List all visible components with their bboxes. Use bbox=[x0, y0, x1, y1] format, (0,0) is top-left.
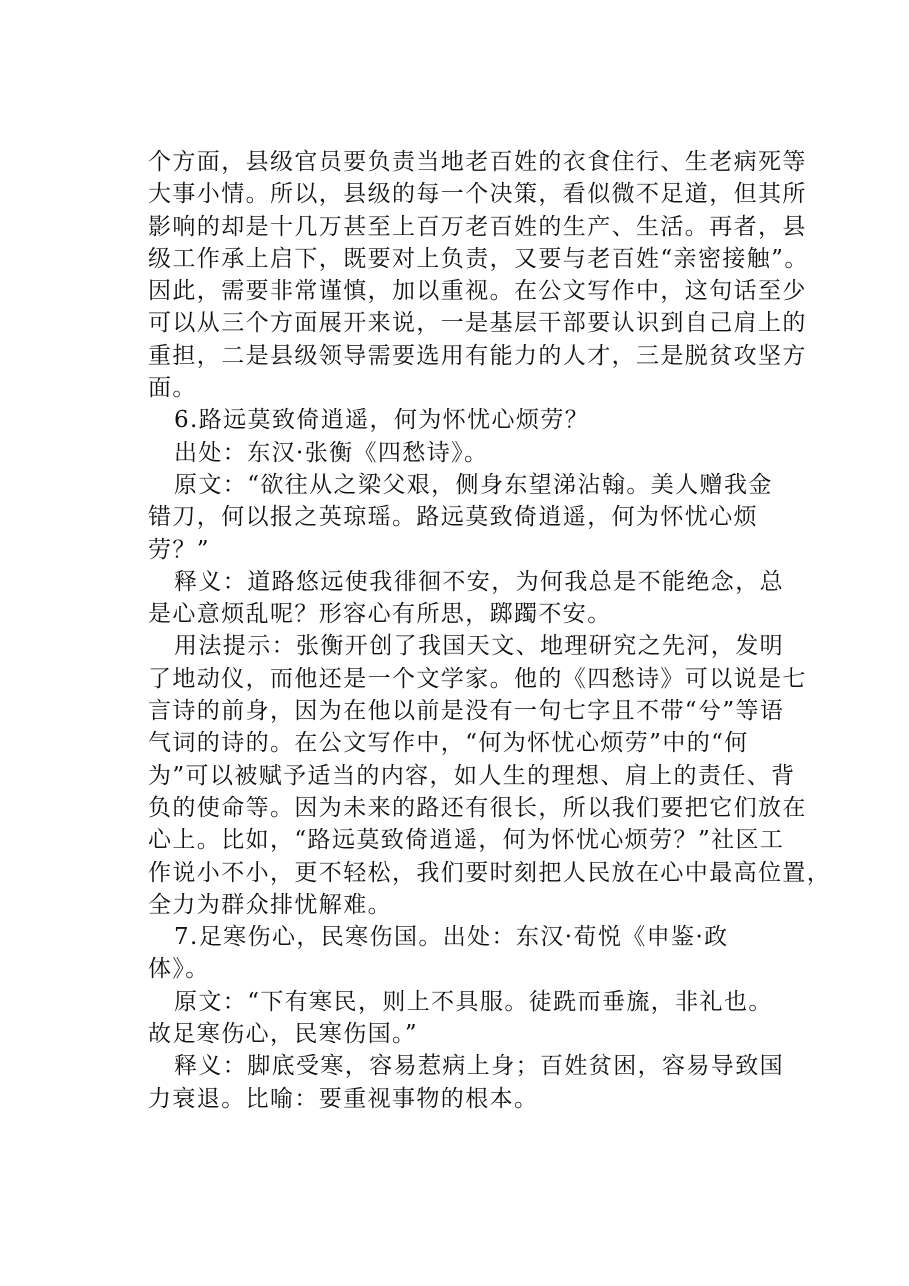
text-line: 级工作承上启下，既要对上负责，又要与老百姓“亲密接触”。 bbox=[148, 245, 809, 272]
text-line: 全力为群众排忧解难。 bbox=[148, 891, 392, 918]
text-line: 重担，二是县级领导需要选用有能力的人才，三是脱贫攻坚方 bbox=[148, 342, 807, 369]
text-line: 原文：“下有寒民，则上不具服。徒跣而垂旒，非礼也。 bbox=[174, 988, 773, 1015]
text-line: 了地动仪，而他还是一个文学家。他的《四愁诗》可以说是七 bbox=[148, 665, 807, 692]
text-line: 作说小不小，更不轻松，我们要时刻把人民放在心中最高位置， bbox=[148, 859, 832, 886]
text-line: 因此，需要非常谨慎，加以重视。在公文写作中，这句话至少 bbox=[148, 278, 807, 305]
text-line: 7.足寒伤心，民寒伤国。出处：东汉·荀悦《申鉴·政 bbox=[174, 924, 729, 951]
text-line: 影响的却是十几万甚至上百万老百姓的生产、生活。再者，县 bbox=[148, 213, 807, 240]
text-line: 力衰退。比喻：要重视事物的根本。 bbox=[148, 1085, 539, 1112]
text-line: 可以从三个方面展开来说，一是基层干部要认识到自己肩上的 bbox=[148, 310, 807, 337]
text-line: 错刀，何以报之英琼瑶。路远莫致倚逍遥，何为怀忧心烦 bbox=[148, 504, 758, 531]
text-line: 大事小情。所以，县级的每一个决策，看似微不足道，但其所 bbox=[148, 181, 807, 208]
text-line: 气词的诗的。在公文写作中，“何为怀忧心烦劳”中的“何 bbox=[148, 730, 749, 757]
text-line: 为”可以被赋予适当的内容，如人生的理想、肩上的责任、背 bbox=[148, 762, 796, 789]
text-line: 言诗的前身，因为在他以前是没有一句七字且不带“兮”等语 bbox=[148, 698, 785, 725]
text-line: 出处：东汉·张衡《四愁诗》。 bbox=[174, 439, 489, 466]
text-line: 6.路远莫致倚逍遥，何为怀忧心烦劳？ bbox=[174, 407, 590, 434]
text-line: 故足寒伤心，民寒伤国。” bbox=[148, 1021, 419, 1048]
document-body bbox=[148, 146, 832, 1115]
text-line: 面。 bbox=[148, 375, 197, 402]
text-line: 体》。 bbox=[148, 956, 210, 983]
text-line: 个方面，县级官员要负责当地老百姓的衣食住行、生老病死等 bbox=[148, 149, 807, 175]
text-line: 释义：脚底受寒，容易惹病上身；百姓贫困，容易导致国 bbox=[174, 1053, 784, 1080]
text-line: 心上。比如，“路远莫致倚逍遥，何为怀忧心烦劳？”社区工 bbox=[148, 827, 785, 854]
text-line: 是心意烦乱呢？形容心有所思，踯躅不安。 bbox=[148, 601, 612, 628]
text-line: 用法提示：张衡开创了我国天文、地理研究之先河，发明 bbox=[174, 633, 784, 660]
text-line: 负的使命等。因为未来的路还有很长，所以我们要把它们放在 bbox=[148, 794, 807, 821]
text-line: 原文：“欲往从之梁父艰，侧身东望涕沾翰。美人赠我金 bbox=[174, 471, 773, 498]
text-line: 释义：道路悠远使我徘徊不安，为何我总是不能绝念，总 bbox=[174, 568, 784, 595]
text-line: 劳？” bbox=[148, 536, 210, 563]
